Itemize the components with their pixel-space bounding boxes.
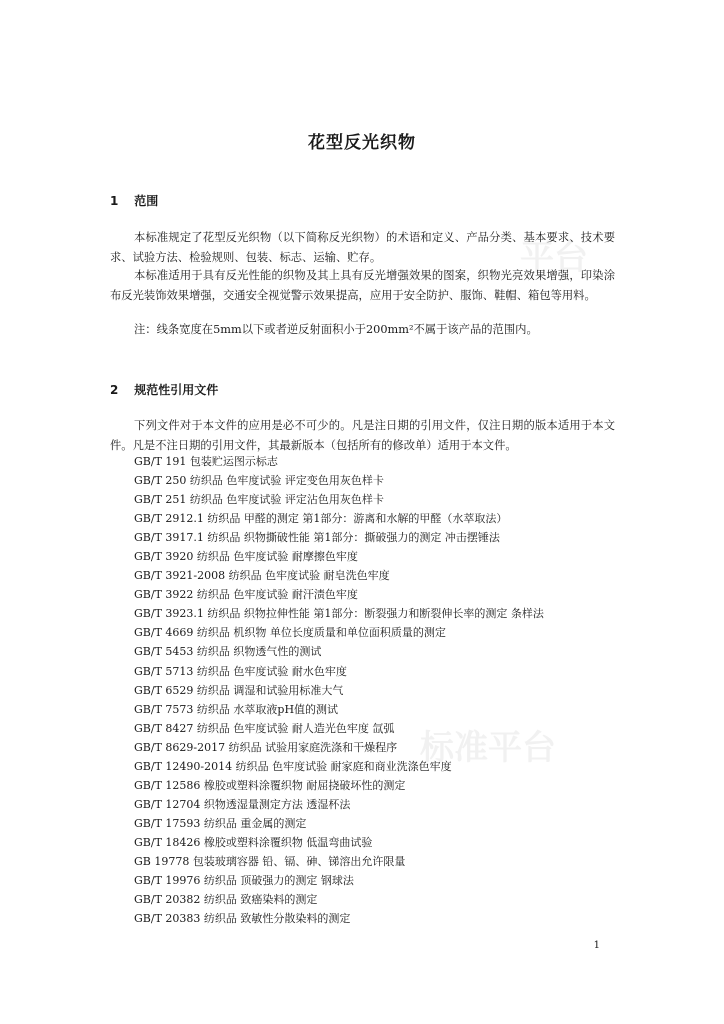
normative-intro-paragraph: 下列文件对于本文件的应用是必不可少的。凡是注日期的引用文件，仅注日期的版本适用于本文件。凡是不注日期的引用文件，其最新版本（包括所有的修改单）适用于本文件。 — [110, 419, 615, 452]
reference-item: GB/T 18426 橡胶或塑料涂覆织物 低温弯曲试验 — [134, 835, 373, 849]
reference-item: GB/T 2912.1 纺织品 甲醛的测定 第1部分：游离和水解的甲醛（水萃取法） — [134, 512, 508, 526]
reference-item: GB/T 17593 纺织品 重金属的测定 — [134, 816, 307, 830]
reference-item: GB/T 20383 纺织品 致敏性分散染料的测定 — [134, 912, 351, 926]
scope-paragraph-2: 本标准适用于具有反光性能的织物及其上具有反光增强效果的图案，织物光亮效果增强，印染涂布反光装饰效果增强，交通安全视觉警示效果提高，应用于安全防护、服饰、鞋帽、箱包等用料。 — [110, 269, 615, 302]
section-number: 2 — [110, 383, 119, 397]
reference-item: GB/T 3923.1 纺织品 织物拉伸性能 第1部分：断裂强力和断裂伸长率的测定 条样法 — [134, 607, 544, 621]
reference-item: GB/T 250 纺织品 色牢度试验 评定变色用灰色样卡 — [134, 474, 384, 488]
reference-item: GB/T 251 纺织品 色牢度试验 评定沾色用灰色样卡 — [134, 493, 384, 507]
section-1-heading — [110, 192, 158, 209]
section-2-heading — [110, 381, 218, 398]
scope-note: 注：线条宽度在5mm以下或者逆反射面积小于200mm²不属于该产品的范围内。 — [134, 323, 538, 336]
reference-item: GB/T 5713 纺织品 色牢度试验 耐水色牢度 — [134, 664, 347, 678]
reference-item: GB/T 3920 纺织品 色牢度试验 耐摩擦色牢度 — [134, 550, 358, 564]
reference-list — [134, 452, 624, 928]
reference-item: GB/T 3921-2008 纺织品 色牢度试验 耐皂洗色牢度 — [134, 569, 390, 583]
reference-item: GB/T 6529 纺织品 调湿和试验用标准大气 — [134, 683, 344, 697]
section-title: 规范性引用文件 — [134, 383, 219, 397]
watermark-top: 平台 — [520, 238, 588, 278]
reference-item: GB 19778 包装玻璃容器 铅、镉、砷、锑溶出允许限量 — [134, 854, 406, 868]
reference-item: GB/T 8629-2017 纺织品 试验用家庭洗涤和干燥程序 — [134, 740, 398, 754]
reference-item: GB/T 19976 纺织品 顶破强力的测定 钢球法 — [134, 874, 354, 888]
watermark-middle: 标准平台 — [420, 728, 556, 768]
reference-item: GB/T 191 包装贮运图示标志 — [134, 455, 278, 468]
reference-item: GB/T 3917.1 纺织品 织物撕破性能 第1部分：撕破强力的测定 冲击摆锤法 — [134, 531, 500, 545]
reference-item: GB/T 8427 纺织品 色牢度试验 耐人造光色牢度 氙弧 — [134, 721, 395, 735]
reference-item: GB/T 12586 橡胶或塑料涂覆织物 耐屈挠破坏性的测定 — [134, 778, 406, 792]
reference-item: GB/T 5453 纺织品 织物透气性的测试 — [134, 645, 322, 659]
reference-item: GB/T 7573 纺织品 水萃取液pH值的测试 — [134, 702, 339, 716]
reference-item: GB/T 12704 织物透湿量测定方法 透湿杯法 — [134, 797, 351, 811]
page-number: 1 — [593, 940, 600, 951]
reference-item: GB/T 12490-2014 纺织品 色牢度试验 耐家庭和商业洗涤色牢度 — [134, 759, 452, 773]
section-number: 1 — [110, 194, 119, 208]
reference-item: GB/T 20382 纺织品 致癌染料的测定 — [134, 893, 318, 907]
document-title: 花型反光织物 — [308, 133, 416, 153]
scope-paragraph-1: 本标准规定了花型反光织物（以下简称反光织物）的术语和定义、产品分类、基本要求、技术要求、试验方法、检验规则、包装、标志、运输、贮存。 — [110, 231, 615, 264]
section-title: 范围 — [134, 194, 159, 208]
reference-item: GB/T 3922 纺织品 色牢度试验 耐汗渍色牢度 — [134, 588, 358, 602]
reference-item: GB/T 4669 纺织品 机织物 单位长度质量和单位面积质量的测定 — [134, 626, 446, 640]
